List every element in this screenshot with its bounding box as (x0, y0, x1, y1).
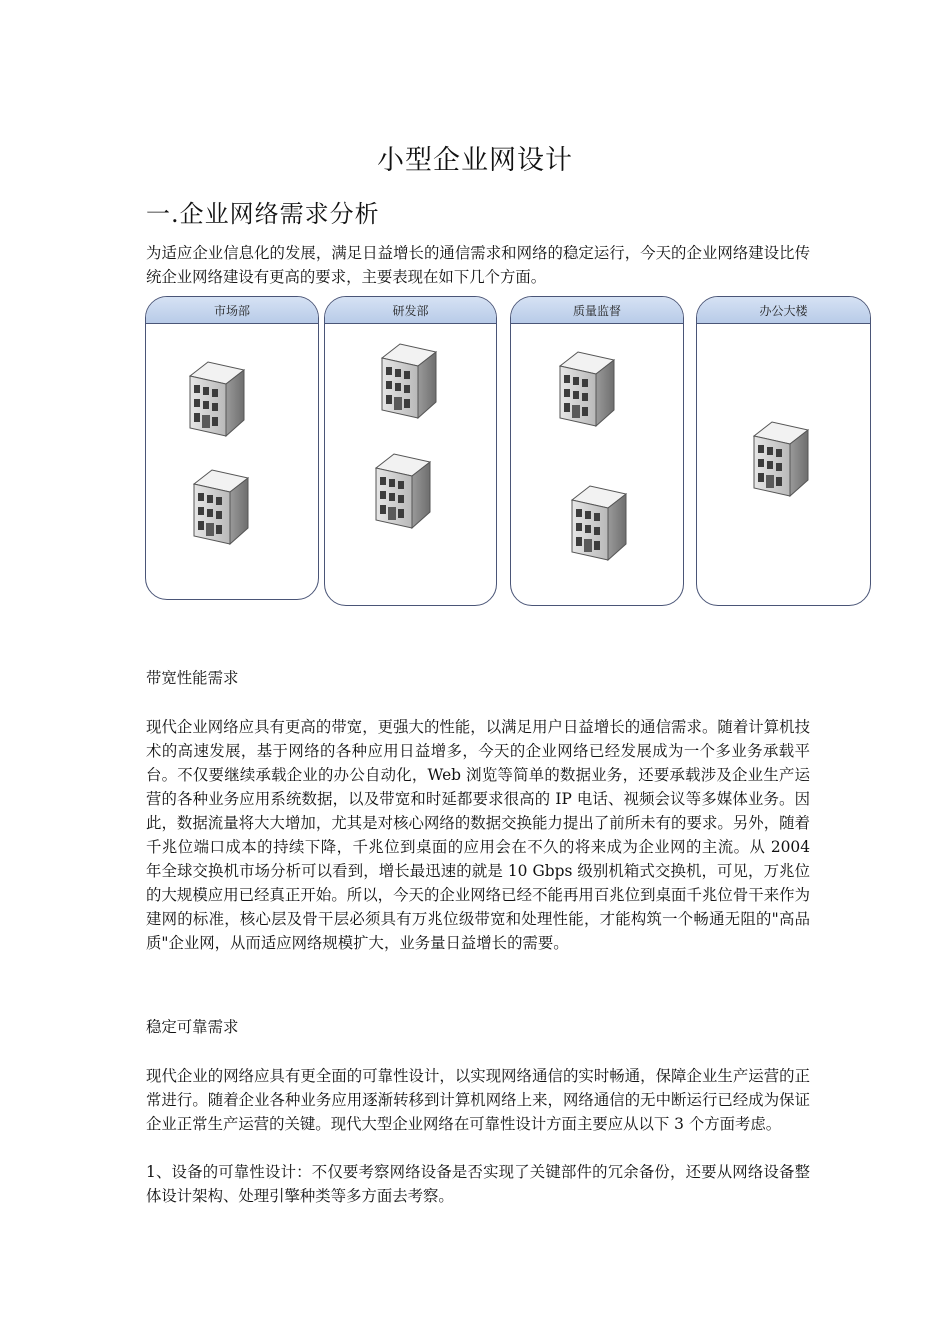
reliability-heading: 稳定可靠需求 (146, 1018, 239, 1036)
building-icon (372, 450, 432, 530)
section-heading: 一.企业网络需求分析 (146, 200, 380, 228)
building-icon (378, 340, 438, 420)
building-icon (568, 482, 628, 562)
reliability-paragraph: 现代企业的网络应具有更全面的可靠性设计，以实现网络通信的实时畅通，保障企业生产运营的正常进行。随着企业各种业务应用逐渐转移到计算机网络上来，网络通信的无中断运行已经成为保证企业正常生产运营的关键。现代大型企业网络在可靠性设计方面主要应从以下 3 个方面考虑。 (146, 1067, 810, 1133)
building-icon (556, 348, 616, 428)
panel-label: 市场部 (146, 297, 318, 324)
reliability-point-1: 1、设备的可靠性设计：不仅要考察网络设备是否实现了关键部件的冗余备份，还要从网络设备整体设计架构、处理引擎种类等多方面去考察。 (146, 1163, 810, 1205)
panel-label: 研发部 (325, 297, 496, 324)
page-title: 小型企业网设计 (377, 145, 573, 176)
building-icon (190, 466, 250, 546)
bandwidth-heading: 带宽性能需求 (146, 669, 239, 687)
bandwidth-paragraph: 现代企业网络应具有更高的带宽，更强大的性能，以满足用户日益增长的通信需求。随着计算机技术的高速发展，基于网络的各种应用日益增多，今天的企业网络已经发展成为一个多业务承载平台。不仅要继续承载企业的办公自动化，Web 浏览等简单的数据业务，还要承载涉及企业生产运营的各种业务应用系统数据，以及带宽和时延都要求很高的 IP 电话、视频会议等多媒体业务。因此，数据流量将大大增加，尤其是对核心网络的数据交换能力提出了前所未有的要求。另外，随着千兆位端口成本的持续下降，千兆位到桌面的应用会在不久的将来成为企业网的主流。从 2004 年全球交换机市场分析可以看到，增长最迅速的就是 10 Gbps 级别机箱式交换机，可见，万兆位的大规模应用已经真正开始。所以，今天的企业网络已经不能再用百兆位到桌面千兆位骨干来作为建网的标准，核心层及骨干层必须具有万兆位级带宽和处理性能，才能构筑一个畅通无阻的"高品质"企业网，从而适应网络规模扩大，业务量日益增长的需要。 (146, 718, 810, 952)
panel-label: 办公大楼 (697, 297, 870, 324)
panel-market-dept (145, 296, 319, 600)
building-icon (186, 358, 246, 438)
building-icon (750, 418, 810, 498)
intro-paragraph: 为适应企业信息化的发展，满足日益增长的通信需求和网络的稳定运行，今天的企业网络建设比传统企业网络建设有更高的要求，主要表现在如下几个方面。 (146, 244, 810, 286)
panel-label: 质量监督 (511, 297, 683, 324)
